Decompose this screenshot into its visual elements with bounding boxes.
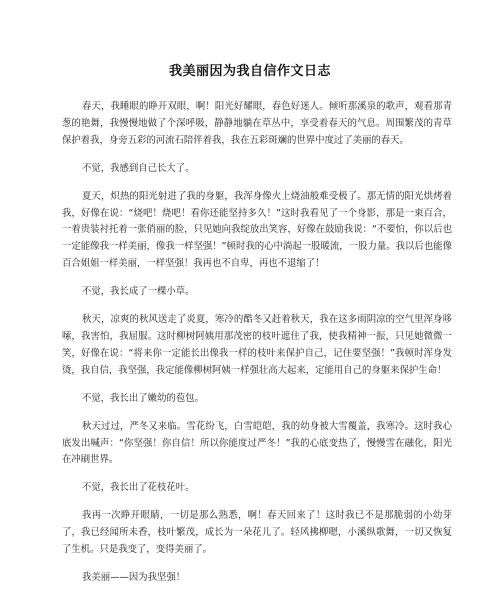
paragraph-1: 春天，我睡眼的睁开双眼，啊！阳光好耀眼，春色好迷人。倾听那溪泉的歌声，观看那青葱的艳舞，我慢慢地做了个深呼吸，静静地躺在草丛中，享受着春天的气息。周围繁茂的青草保护着我，身旁五彩的河流石陪伴着我，我在五彩斑斓的世界中度过了美丽的春天。	[62, 101, 452, 146]
paragraph-5: 秋天，凉爽的秋风送走了炎夏，寒冷的酷冬又赶着秋天，我在这多雨阴凉的空气里浑身哆嗦，我害怕，我屈服。这时柳树阿姨用那茂密的枝叶遮住了我，使我精神一振，只见她微微一笑，好像在说：“将来你一定能长出像我一样的枝叶来保护自己，记住要坚强！”我顿时浑身发烫，我自信，我坚强，我定能像柳树阿姨一样强壮高大起来，定能用自己的身躯来保护生命！	[62, 314, 452, 376]
paragraph-3: 夏天，炽热的阳光射进了我的身躯，我浑身像火上烧油般难受极了。那无情的阳光烘烤着我，好像在说：“烧吧！烧吧！看你还能坚持多久！”这时我看见了一个身影，那是一束百合，一着贵装衬托着一张俏丽的脸，只见她向我绽放出笑容，好像在鼓励我说：“不要怕，你以后也一定能像我一样美丽，像我一样坚强！”顿时我的心中淌起一股暖流，一股力量。我以后也能像百合姐姐一样美丽，一样坚强！我再也不自卑，再也不退缩了！	[62, 190, 452, 270]
paragraph-10: 我美丽——因为我坚强！	[82, 571, 186, 583]
paragraph-4: 不觉，我长成了一棵小草。	[82, 286, 195, 298]
paragraph-9: 我再一次睁开眼睛，一切是那么熟悉，啊！春天回来了！这时我已不是那脆弱的小幼芽了，我已经闻所未香，枝叶繁茂，成长为一朵花儿了。轻风拂柳嗯，小溪纵歌舞，一切又恢复了生机。只是我变了，变得美丽了。	[62, 510, 452, 556]
document-title: 我美丽因为我自信作文日志	[168, 64, 331, 79]
paragraph-8: 不觉，我长出了花枝花叶。	[82, 482, 195, 494]
document-body	[62, 99, 452, 598]
paragraph-2: 不觉，我感到自己长大了。	[82, 162, 195, 174]
paragraph-7: 秋天过过，严冬又来临。雪花纷飞，白雪皑皑，我的幼身被大雪覆盖，我寒冷。这时我心底发出喊声：“你坚强！你自信！所以你能度过严冬！”我的心底变热了，慢慢雪在融化，阳光在冲刷世界。	[62, 420, 452, 466]
paragraph-6: 不觉，我长出了嫩幼的苞包。	[82, 392, 204, 404]
